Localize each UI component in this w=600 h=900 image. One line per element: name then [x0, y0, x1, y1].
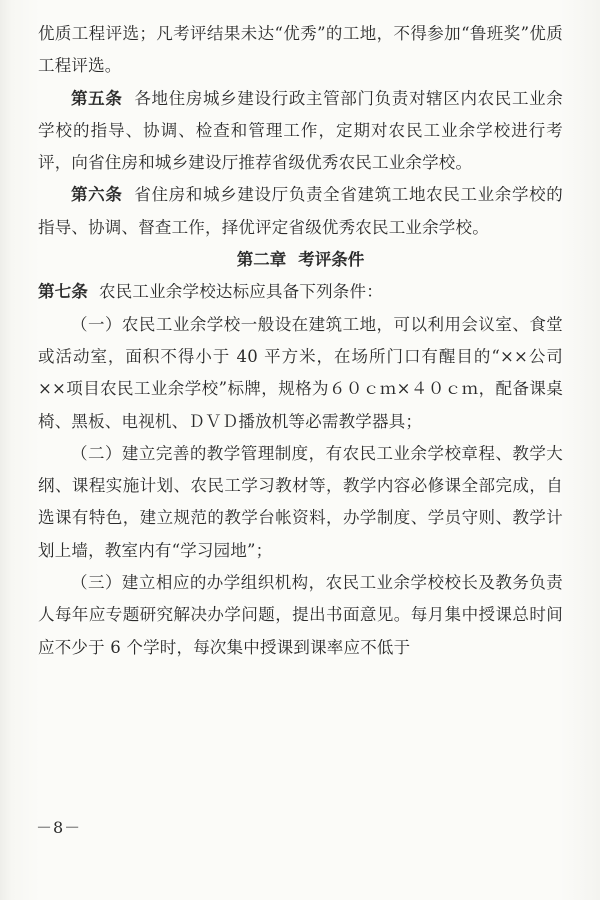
article-6-label: 第六条: [71, 185, 123, 205]
clause-2: （二）建立完善的教学管理制度，有农民工业余学校章程、教学大纲、课程实施计划、农民工学习教材等，教学内容必修课全部完成，自选课有特色，建立规范的教学台帐资料，办学制度、学员守则、教学计划上墙，教室内有“学习园地”；: [38, 443, 563, 560]
chapter-heading: [38, 244, 563, 276]
chapter-title: 考评条件: [298, 250, 365, 270]
clause-3: （三）建立相应的办学组织机构，农民工业余学校校长及教务负责人每年应专题研究解决办学问题，提出书面意见。每月集中授课总时间应不少于 6 个学时，每次集中授课到课率应不低于: [38, 573, 563, 657]
article-7: [38, 276, 563, 308]
article-6-text: 省住房和城乡建设厅负责全省建筑工地农民工业余学校的指导、协调、督查工作，择优评定省级优秀农民工业余学校。: [38, 185, 564, 237]
article-7-label: 第七条: [38, 282, 89, 302]
paragraph-continued: 优质工程评选；凡考评结果未达“优秀”的工地，不得参加“鲁班奖”优质工程评选。: [38, 24, 563, 76]
chapter-number: 第二章: [236, 250, 287, 270]
article-5-text: 各地住房城乡建设行政主管部门负责对辖区内农民工业余学校的指导、协调、检查和管理工作，定期对农民工业余学校进行考评，向省住房和城乡建设厅推荐省级优秀农民工业余学校。: [38, 88, 564, 173]
clause-1: （一）农民工业余学校一般设在建筑工地，可以利用会议室、食堂或活动室，面积不得小于 40 平方米，在场所门口有醒目的“××公司××项目农民工业余学校”标牌，规格为６０ｃｍ×４０ｃｍ，配备课桌椅、黑板、电视机、ＤＶＤ播放机等必需教学器具；: [38, 314, 563, 431]
article-5: [38, 83, 563, 180]
article-6: [38, 179, 563, 244]
page-number: －8－: [36, 818, 82, 837]
article-5-label: 第五条: [71, 88, 123, 108]
article-7-text: 农民工业余学校达标应具备下列条件：: [99, 282, 383, 302]
page-content: [38, 18, 563, 664]
